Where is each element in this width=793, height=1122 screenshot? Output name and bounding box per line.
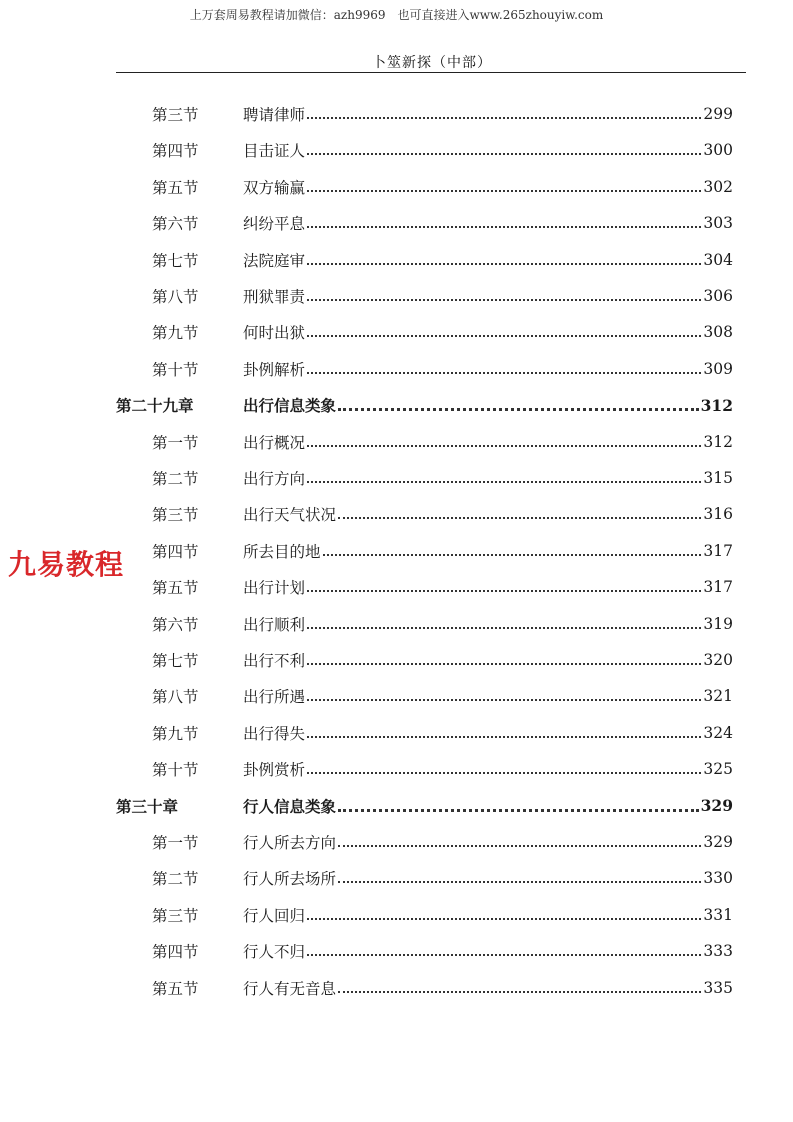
entry-label: 第八节	[152, 288, 199, 306]
entry-label: 第四节	[152, 943, 199, 962]
dot-leader	[307, 627, 701, 629]
toc-chapter-entry	[0, 794, 793, 818]
dot-leader	[307, 772, 701, 774]
entry-page-number: 312	[703, 432, 733, 451]
top-banner: 上万套周易教程请加微信：azh9969 也可直接进入www.265zhouyiw.com	[189, 8, 604, 22]
entry-page-number: 309	[703, 359, 733, 378]
toc-section-entry	[0, 430, 793, 454]
toc-section-entry	[0, 866, 793, 890]
toc-section-entry	[0, 830, 793, 854]
toc-section-entry	[0, 357, 793, 381]
entry-page-number: 320	[703, 651, 733, 669]
entry-label: 第七节	[152, 251, 199, 270]
toc-section-entry	[0, 502, 793, 526]
entry-page-number: 317	[703, 578, 733, 597]
toc-section-entry	[0, 939, 793, 963]
entry-page-number: 316	[703, 505, 733, 524]
entry-label: 第九节	[152, 724, 199, 743]
dot-leader	[307, 263, 701, 265]
entry-page-number: 333	[703, 942, 733, 961]
entry-label: 第十节	[152, 360, 199, 379]
toc-section-entry	[0, 102, 793, 126]
entry-label: 第九节	[152, 324, 199, 343]
entry-title: 行人所去方向	[243, 834, 337, 852]
entry-page-number: 329	[700, 796, 733, 816]
entry-title: 出行顺利	[243, 615, 306, 634]
entry-label: 第十节	[152, 761, 199, 780]
dot-leader	[307, 299, 701, 301]
entry-label: 第三节	[152, 906, 199, 925]
entry-label: 第六节	[152, 615, 199, 634]
entry-label: 第二节	[152, 870, 199, 889]
entry-title: 出行方向	[243, 470, 306, 488]
entry-title: 行人信息类象	[243, 797, 337, 816]
entry-title: 出行不利	[243, 652, 306, 670]
dot-leader	[307, 335, 701, 337]
entry-title: 出行天气状况	[243, 506, 337, 525]
dot-leader	[307, 445, 701, 447]
toc-section-entry	[0, 248, 793, 272]
entry-title: 卦例赏析	[243, 761, 306, 780]
toc-section-entry	[0, 903, 793, 927]
entry-title: 何时出狱	[243, 324, 306, 343]
entry-page-number: 329	[703, 833, 733, 851]
entry-page-number: 321	[703, 687, 733, 706]
entry-title: 双方输赢	[243, 178, 306, 197]
toc-section-entry	[0, 320, 793, 344]
entry-title: 行人所去场所	[243, 870, 337, 889]
entry-label: 第二节	[152, 470, 199, 488]
dot-leader	[307, 590, 701, 592]
entry-page-number: 317	[703, 541, 733, 560]
entry-page-number: 312	[700, 395, 733, 415]
entry-page-number: 324	[703, 723, 733, 742]
entry-title: 行人不归	[243, 943, 306, 962]
dot-leader	[307, 117, 701, 119]
dot-leader	[338, 845, 701, 847]
entry-title: 出行计划	[243, 579, 306, 598]
toc-section-entry	[0, 612, 793, 636]
entry-title: 行人回归	[243, 906, 306, 925]
entry-page-number: 325	[703, 760, 733, 779]
entry-title: 出行得失	[243, 724, 306, 743]
entry-title: 目击证人	[243, 142, 306, 161]
entry-label: 第三节	[152, 506, 199, 525]
toc-section-entry	[0, 684, 793, 708]
dot-leader	[338, 881, 701, 883]
toc-section-entry	[0, 138, 793, 162]
entry-page-number: 331	[703, 905, 733, 924]
entry-page-number: 306	[703, 287, 733, 305]
dot-leader	[307, 699, 701, 701]
toc-section-entry	[0, 757, 793, 781]
entry-label: 第六节	[152, 215, 199, 234]
entry-title: 刑狱罪责	[243, 288, 306, 306]
toc-section-entry	[0, 721, 793, 745]
entry-title: 出行所遇	[243, 688, 306, 707]
entry-title: 出行概况	[243, 433, 306, 452]
dot-leader	[338, 991, 701, 993]
entry-title: 法院庭审	[243, 251, 306, 270]
toc-section-entry	[0, 175, 793, 199]
dot-leader	[338, 408, 699, 411]
entry-title: 纠纷平息	[243, 215, 306, 234]
entry-label: 第五节	[152, 979, 199, 998]
dot-leader	[307, 736, 701, 738]
entry-label: 第七节	[152, 652, 199, 670]
entry-page-number: 304	[703, 250, 733, 269]
entry-title: 出行信息类象	[243, 397, 337, 416]
entry-page-number: 303	[703, 214, 733, 233]
dot-leader	[307, 481, 701, 483]
entry-title: 行人有无音息	[243, 979, 337, 998]
entry-page-number: 299	[703, 105, 733, 123]
entry-label: 第三十章	[116, 797, 179, 816]
entry-label: 第三节	[152, 106, 199, 124]
entry-title: 卦例解析	[243, 360, 306, 379]
entry-page-number: 319	[703, 614, 733, 633]
dot-leader	[307, 190, 701, 192]
dot-leader	[307, 954, 701, 956]
dot-leader	[307, 663, 701, 665]
dot-leader	[323, 554, 702, 556]
entry-label: 第一节	[152, 834, 199, 852]
entry-label: 第一节	[152, 433, 199, 452]
entry-title: 聘请律师	[243, 106, 306, 124]
entry-label: 第四节	[152, 542, 199, 561]
toc-section-entry	[0, 976, 793, 1000]
entry-title: 所去目的地	[243, 542, 321, 561]
dot-leader	[307, 226, 701, 228]
dot-leader	[307, 372, 701, 374]
dot-leader	[307, 918, 701, 920]
entry-page-number: 308	[703, 323, 733, 342]
entry-page-number: 335	[703, 978, 733, 997]
entry-label: 第二十九章	[116, 397, 194, 416]
toc-section-entry	[0, 648, 793, 672]
entry-page-number: 315	[703, 469, 733, 487]
entry-label: 第五节	[152, 178, 199, 197]
dot-leader	[338, 517, 701, 519]
entry-label: 第八节	[152, 688, 199, 707]
watermark-logo: 九易教程	[8, 548, 125, 581]
dot-leader	[307, 153, 701, 155]
running-head: 卜筮新探（中部）	[372, 55, 492, 71]
toc-section-entry	[0, 211, 793, 235]
entry-page-number: 300	[703, 141, 733, 160]
entry-label: 第四节	[152, 142, 199, 161]
dot-leader	[338, 809, 699, 812]
entry-page-number: 330	[703, 869, 733, 888]
toc-section-entry	[0, 284, 793, 308]
toc-chapter-entry	[0, 393, 793, 417]
entry-page-number: 302	[703, 177, 733, 196]
toc-section-entry	[0, 466, 793, 490]
entry-label: 第五节	[152, 579, 199, 598]
